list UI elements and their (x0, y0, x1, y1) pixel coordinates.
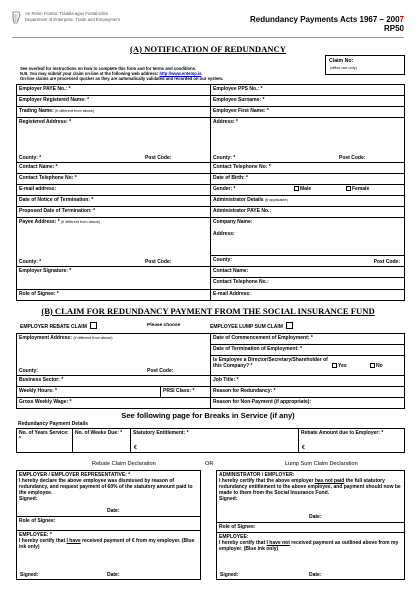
office-use-note: (office use only) (330, 66, 357, 70)
admin-contact-tel-field[interactable]: Contact Telephone No.: (211, 278, 405, 290)
trading-name-field[interactable]: Trading Name: (if different from above) (17, 107, 211, 118)
date-of-birth-field[interactable]: Date of Birth: * (211, 174, 405, 185)
employer-paye-field[interactable]: Employer PAYE No.: * (17, 85, 211, 96)
employee-not-received-declaration[interactable]: EMPLOYEE: I hereby certify that I have not received payment as outlined above from my employer. (Blue ink only) Signed: Date: (217, 533, 405, 580)
rebate-declaration-box (16, 470, 201, 580)
rebate-claim-option[interactable]: EMPLOYER REBATE CLAIM (20, 322, 97, 330)
contact-tel-field[interactable]: Contact Telephone No: * (17, 174, 211, 185)
rebate-claim-checkbox[interactable] (90, 322, 97, 329)
years-service-field[interactable]: No. of Years Service: * (17, 429, 73, 453)
admin-contact-name-field[interactable]: Contact Name: (211, 267, 405, 278)
employee-address-field[interactable]: Address: * County: * Post Code: (211, 118, 405, 163)
claim-no-box[interactable] (325, 55, 405, 75)
female-checkbox[interactable] (346, 186, 351, 191)
proposed-date-field[interactable]: Proposed Date of Termination: * (17, 207, 211, 218)
gross-weekly-wage-field[interactable]: Gross Weekly Wage: * (17, 398, 211, 409)
claim-table (16, 333, 405, 409)
please-choose-label: Please choose (147, 323, 181, 328)
harp-logo-icon (12, 11, 21, 24)
lump-sum-claim-option[interactable]: EMPLOYEE LUMP SUM CLAIM (210, 322, 293, 330)
or-label: OR (205, 461, 214, 467)
header-divider (12, 37, 404, 38)
contact-name-field[interactable]: Contact Name: * (17, 163, 211, 174)
org-irish-name: An Roinn Fiontar, Trádála agus Fostaíochta (25, 11, 108, 16)
rebate-declaration-label: Rebate Claim Declaration (92, 461, 156, 467)
reason-redundancy-field[interactable]: Reason for Redundancy: * (211, 387, 405, 398)
weeks-due-field[interactable]: No. of Weeks Due: * (73, 429, 131, 453)
employee-received-declaration[interactable]: EMPLOYEE: * I hereby certify that I have received payment of € from my employer. (Blue ink only) Signed: Date: (17, 531, 201, 580)
weekly-hours-field[interactable]: Weekly Hours: * (17, 387, 161, 398)
employer-rep-declaration[interactable]: EMPLOYER / EMPLOYER REPRESENTATIVE: * I hereby declare the above employee was dismissed by reason of redundancy, and request payment of 60% of the statutory amount paid to the employee. Signed: Date: (17, 471, 201, 517)
org-english-name: Department of Enterprise, Trade and Employment (25, 17, 120, 22)
notification-table (16, 84, 405, 301)
form-code: RP50 (383, 24, 404, 33)
gender-field[interactable]: Gender: * Male Female (211, 185, 405, 196)
employee-first-name-field[interactable]: Employee First Name: * (211, 107, 405, 118)
administrator-declaration[interactable]: ADMINISTRATOR / EMPLOYER: I hereby certify that the above employer has not paid the full statutory redundancy entitlement to the above employee, and payment should now be made to them from the Social Insurance Fund. Signed: Date: (217, 471, 405, 523)
date-termination-field[interactable]: Date of Termination of Employment: * (211, 345, 405, 356)
job-title-field[interactable]: Job Title: * (211, 376, 405, 387)
section-b-heading: (B) CLAIM FOR REDUNDANCY PAYMENT FROM THE SOCIAL INSURANCE FUND (41, 306, 375, 316)
employee-contact-tel-field[interactable]: Contact Telephone No: * (211, 163, 405, 174)
section-a-heading: (A) NOTIFICATION OF REDUNDANCY (130, 44, 286, 54)
payee-address-field[interactable]: Payee Address: * (if different from above) County: * Post Code: (17, 218, 211, 267)
employer-signature-field[interactable]: Employer Signature: * (17, 267, 211, 290)
admin-county-field[interactable]: County: Post Code: (211, 256, 405, 267)
admin-email-field[interactable]: E-mail Address: (211, 290, 405, 301)
date-commencement-field[interactable]: Date of Commencement of Employment: * (211, 334, 405, 345)
right-role-signee-field[interactable]: Role of Signee: (217, 523, 405, 533)
yes-checkbox[interactable] (332, 363, 337, 368)
rebate-amount-field[interactable]: Rebate Amount due to Employer: * € (299, 429, 405, 453)
role-signee-field[interactable]: Role of Signee: * (17, 290, 211, 301)
admin-details-label: Administrator Details (If applicable) (211, 196, 405, 207)
reason-nonpayment-field[interactable]: Reason for Non-Payment (if appropriate): (211, 398, 405, 409)
employee-surname-field[interactable]: Employee Surname: * (211, 96, 405, 107)
lump-sum-declaration-box (216, 470, 405, 580)
business-sector-field[interactable]: Business Sector: * (17, 376, 211, 387)
instructions-line-2: N.B. You may submit your claim on-line at the following web address: http://www.entemp.ie. (20, 71, 203, 76)
instructions-line-1: See overleaf for instructions on how to complete this form and for terms and conditions. (20, 66, 197, 71)
claim-no-label: Claim No: (329, 58, 354, 64)
statutory-entitlement-field[interactable]: Statutory Entitlement: * € (131, 429, 299, 453)
employment-address-field[interactable]: Employment Address: (if different from above) County: Post Code: (17, 334, 211, 376)
left-role-signee-field[interactable]: Role of Signee: (17, 517, 201, 531)
admin-paye-field[interactable]: Administrator PAYE No.: (211, 207, 405, 218)
email-field[interactable]: E-mail address: (17, 185, 211, 196)
employer-name-field[interactable]: Employer Registered Name: * (17, 96, 211, 107)
company-name-field[interactable]: Company Name: Address: (211, 218, 405, 256)
breaks-heading: See following page for Breaks in Service (if any) (121, 411, 295, 420)
director-question-field[interactable]: Is Employee a Director/Secretary/Shareholder of this Company? * Yes No (211, 356, 405, 376)
payment-details-label: Redundancy Payment Details (18, 421, 89, 427)
date-notice-field[interactable]: Date of Notice of Termination: * (17, 196, 211, 207)
employee-pps-field[interactable]: Employee PPS No.: * (211, 85, 405, 96)
prsi-class-field[interactable]: PRSI Class: * (161, 387, 211, 398)
payment-details-table (16, 428, 405, 453)
lump-sum-declaration-label: Lump Sum Claim Declaration (285, 461, 358, 467)
male-checkbox[interactable] (294, 186, 299, 191)
instructions-line-3: On-line claims are processed quicker as they are automatically validated and recorded on our system. (20, 76, 224, 81)
lump-sum-claim-checkbox[interactable] (286, 322, 293, 329)
registered-address-field[interactable]: Registered Address: * County: * Post Code: (17, 118, 211, 163)
no-checkbox[interactable] (370, 363, 375, 368)
form-title: Redundancy Payments Acts 1967 – 2007 (249, 15, 404, 24)
online-claim-link[interactable]: http://www.entemp.ie (159, 71, 202, 76)
